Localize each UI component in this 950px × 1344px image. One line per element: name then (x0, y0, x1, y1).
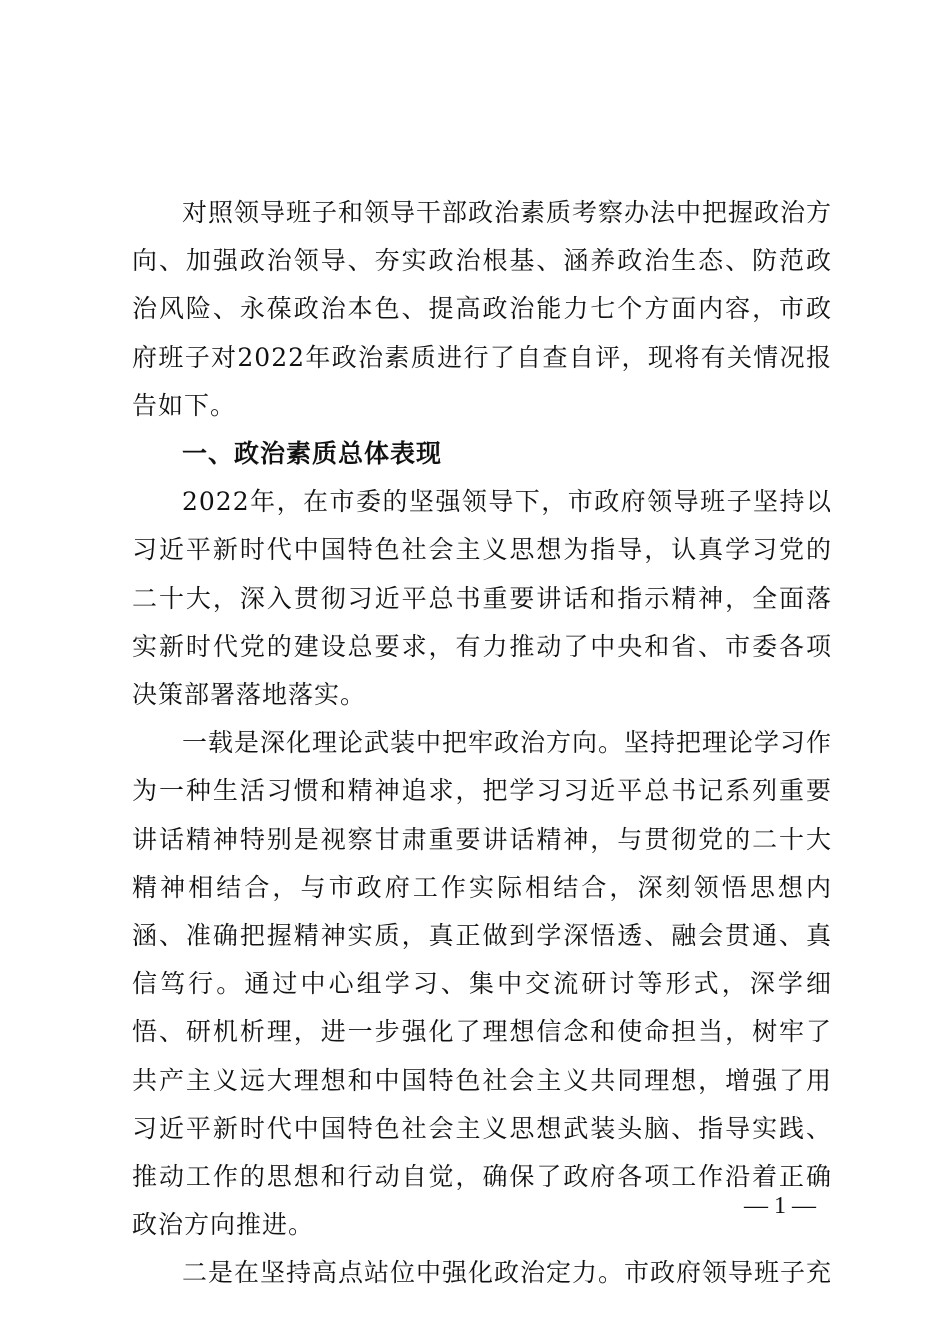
intro-paragraph: 对照领导班子和领导干部政治素质考察办法中把握政治方向、加强政治领导、夯实政治根基、涵养政治生态、防范政治风险、永葆政治本色、提高政治能力七个方面内容，市政府班子对2022年政治素质进行了自查自评，现将有关情况报告如下。 (132, 198, 833, 420)
point-two-paragraph: 二是在坚持高点站位中强化政治定力。市政府领导班子充 (182, 1258, 833, 1288)
document-body (132, 189, 832, 1298)
point-one-paragraph: 一载是深化理论武装中把牢政治方向。坚持把理论学习作为一种生活习惯和精神追求，把学习习近平总书记系列重要讲话精神特别是视察甘肃重要讲话精神，与贯彻党的二十大精神相结合，与市政府工作实际相结合，深刻领悟思想内涵、准确把握精神实质，真正做到学深悟透、融会贯通、真信笃行。通过中心组学习、集中交流研讨等形式，深学细悟、研机析理，进一步强化了理想信念和使命担当，树牢了共产主义远大理想和中国特色社会主义共同理想，增强了用习近平新时代中国特色社会主义思想武装头脑、指导实践、推动工作的思想和行动自觉，确保了政府各项工作沿着正确政治方向推进。 (132, 728, 833, 1240)
page-number: — 1 — (744, 1193, 816, 1219)
overview-paragraph: 2022年，在市委的坚强领导下，市政府领导班子坚持以习近平新时代中国特色社会主义思想为指导，认真学习党的二十大，深入贯彻习近平总书重要讲话和指示精神，全面落实新时代党的建设总要求，有力推动了中央和省、市委各项决策部署落地落实。 (132, 487, 832, 710)
section-heading: 一、政治素质总体表现 (182, 439, 443, 469)
